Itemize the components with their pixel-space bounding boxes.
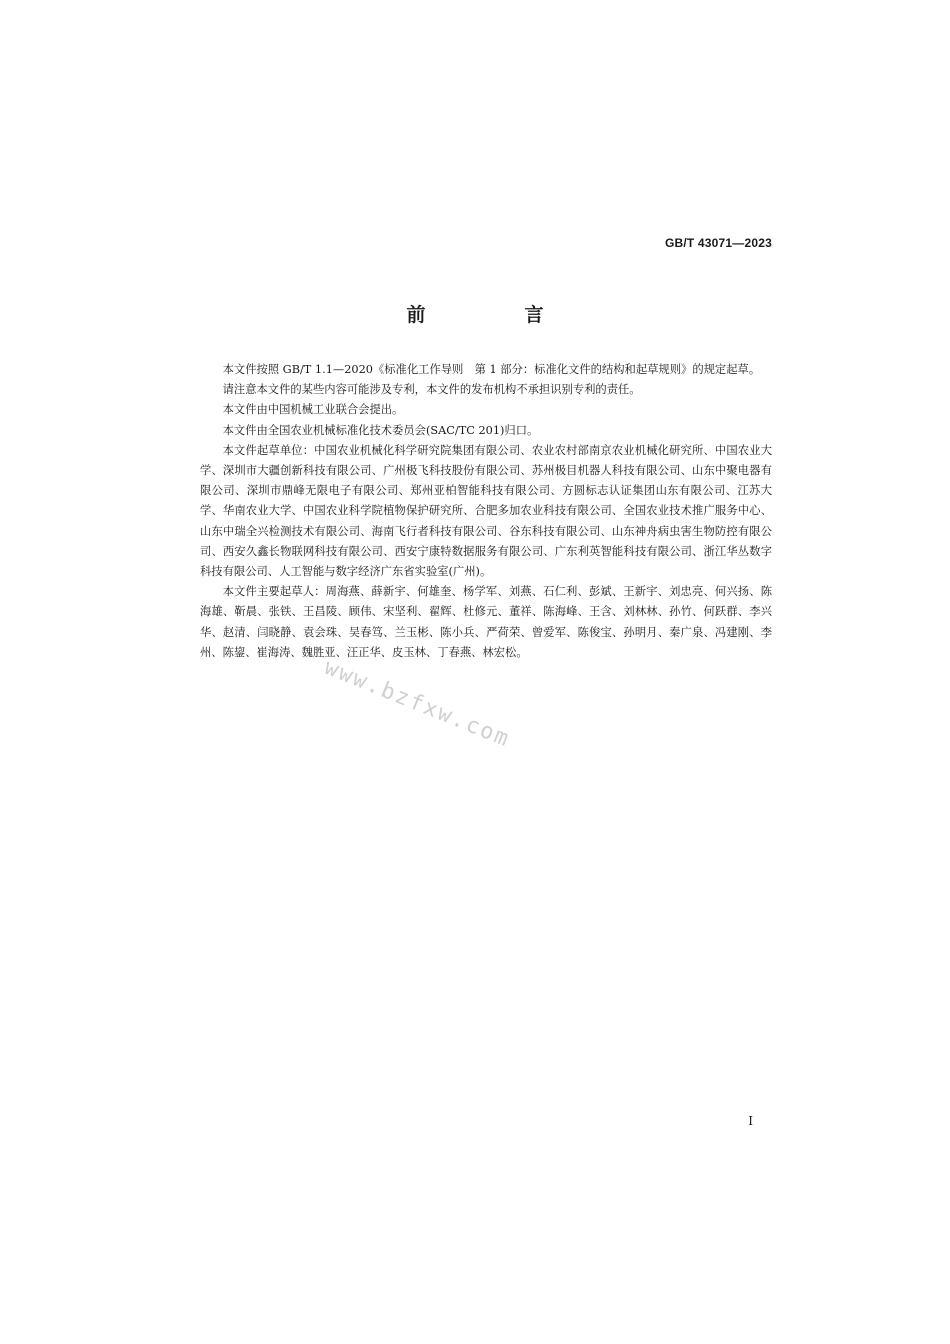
paragraph-drafting-units: 本文件起草单位：中国农业机械化科学研究院集团有限公司、农业农村部南京农业机械化研究所、中国农业大学、深圳市大疆创新科技有限公司、广州极飞科技股份有限公司、苏州极目机器人科技有限公司、山东中聚电器有限公司、深圳市鼎峰无限电子有限公司、郑州亚柏智能科技有限公司、方圆标志认证集团山东有限公司、江苏大学、华南农业大学、中国农业科学院植物保护研究所、合肥多加农业科技有限公司、全国农业技术推广服务中心、山东中瑞全兴检测技术有限公司、海南飞行者科技有限公司、谷东科技有限公司、山东神舟病虫害生物防控有限公司、西安久鑫长物联网科技有限公司、西安宁康特数据服务有限公司、广东利英智能科技有限公司、浙江华丛数字科技有限公司、人工智能与数字经济广东省实验室(广州)。 xyxy=(200,443,772,579)
paragraph-drafting-rules: 本文件按照 GB/T 1.1—2020《标准化工作导则 第 1 部分：标准化文件的结构和起草规则》的规定起草。 xyxy=(222,363,761,376)
paragraph-drafters: 本文件主要起草人：周海燕、薛新宇、何雄奎、杨学军、刘燕、石仁利、彭斌、王新宇、刘忠亮、何兴扬、陈海雄、靳晨、张铁、王昌陵、顾伟、宋坚利、翟辉、杜修元、董祥、陈海峰、王含、刘林林、孙竹、何跃群、李兴华、赵清、闫晓静、袁会珠、吴春笃、兰玉彬、陈小兵、严荷荣、曾爱军、陈俊宝、孙明月、秦广泉、冯建刚、李州、陈鋆、崔海涛、魏胜亚、汪正华、皮玉林、丁春燕、林宏松。 xyxy=(200,585,772,659)
paragraph-technical-committee: 本文件由全国农业机械标准化技术委员会(SAC/TC 201)归口。 xyxy=(222,423,539,437)
watermark: www.bzfxw.com xyxy=(320,655,514,753)
standard-code: GB/T 43071—2023 xyxy=(664,236,772,250)
page-number: I xyxy=(748,1114,753,1128)
paragraph-patent-notice: 请注意本文件的某些内容可能涉及专利，本文件的发布机构不承担识别专利的责任。 xyxy=(222,383,641,397)
paragraph-proposer: 本文件由中国机械工业联合会提出。 xyxy=(222,403,404,417)
page-title: 前 言 xyxy=(406,304,584,326)
foreword-body xyxy=(200,360,772,663)
